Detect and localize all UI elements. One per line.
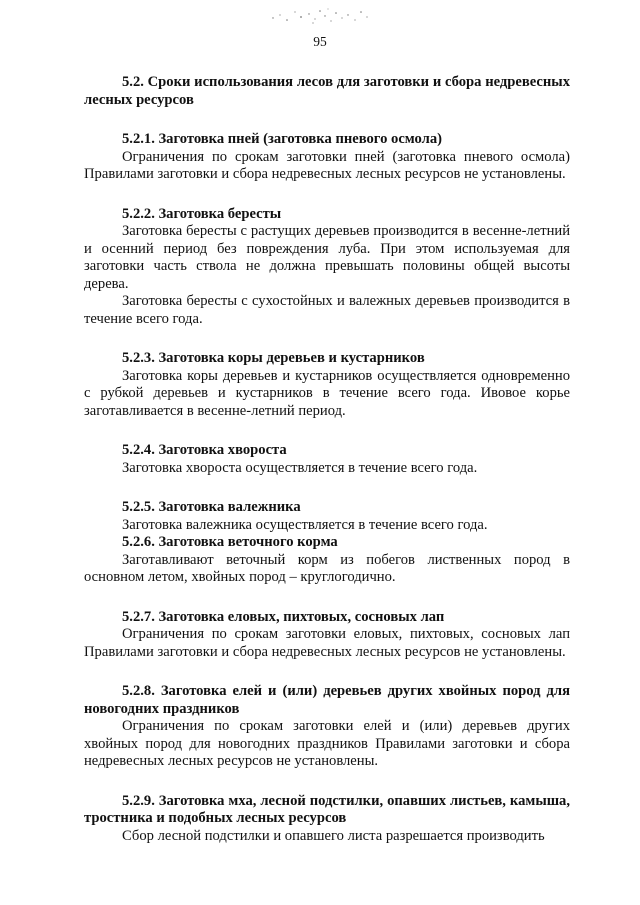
scan-noise-decoration <box>265 6 375 28</box>
paragraph: Ограничения по срокам заготовки пней (заготовка пневого осмола) Правилами заготовки и сбора недревесных лесных ресурсов не установлены. <box>84 148 570 182</box>
section-heading-5-2-1: 5.2.1. Заготовка пней (заготовка пневого осмола) <box>122 131 442 147</box>
paragraph: Заготовка коры деревьев и кустарников осуществляется одновременно с рубкой деревьев и кустарников в течение всего года. Ивовое корье заготавливается в весенне-летний период. <box>84 367 570 419</box>
document-body <box>84 74 570 845</box>
spacer <box>84 587 570 609</box>
paragraph: Заготовка валежника осуществляется в течение всего года. <box>122 516 488 533</box>
section-heading-5-2-6: 5.2.6. Заготовка веточного корма <box>122 534 338 550</box>
section-heading-5-2-8: 5.2.8. Заготовка елей и (или) деревьев других хвойных пород для новогодних праздников <box>84 683 570 717</box>
section-heading-5-2-2: 5.2.2. Заготовка бересты <box>122 205 282 222</box>
spacer <box>84 771 570 793</box>
section-heading-5-2-4: 5.2.4. Заготовка хвороста <box>122 442 287 458</box>
paragraph: Сбор лесной подстилки и опавшего листа разрешается производить <box>122 827 545 844</box>
spacer <box>84 184 570 206</box>
section-heading-5-2-5: 5.2.5. Заготовка валежника <box>122 499 301 515</box>
paragraph: Заготовка хвороста осуществляется в течение всего года. <box>122 459 478 476</box>
section-heading-5-2-7: 5.2.7. Заготовка еловых, пихтовых, сосновых лап <box>122 608 445 625</box>
section-heading-5-2-3: 5.2.3. Заготовка коры деревьев и кустарников <box>122 350 425 366</box>
section-heading-5-2: 5.2. Сроки использования лесов для заготовки и сбора недревесных лесных ресурсов <box>84 74 570 108</box>
spacer <box>84 477 570 499</box>
spacer <box>84 328 570 350</box>
paragraph: Заготавливают веточный корм из побегов лиственных пород в основном летом, хвойных пород – круглогодично. <box>84 551 570 585</box>
scan-speckles <box>272 9 367 24</box>
paragraph: Заготовка бересты с сухостойных и валежных деревьев производится в течение всего года. <box>84 293 570 327</box>
paragraph: Ограничения по срокам заготовки еловых, пихтовых, сосновых лап Правилами заготовки и сбора недревесных лесных ресурсов не установлены. <box>84 626 570 660</box>
spacer <box>84 661 570 683</box>
paragraph: Ограничения по срокам заготовки елей и (или) деревьев других хвойных пород для новогодних праздников Правилами заготовки и сбора недревесных лесных ресурсов не установлены. <box>84 718 570 769</box>
spacer <box>84 420 570 442</box>
section-heading-5-2-9: 5.2.9. Заготовка мха, лесной подстилки, опавших листьев, камыша, тростника и подобных лесных ресурсов <box>84 792 570 826</box>
paragraph: Заготовка бересты с растущих деревьев производится в весенне-летний и осенний период без повреждения луба. При этом используемая для заготовки часть ствола не должна превышать половины общей высоты дерева. <box>84 223 570 292</box>
spacer <box>84 109 570 131</box>
page-number: 95 <box>313 34 327 49</box>
